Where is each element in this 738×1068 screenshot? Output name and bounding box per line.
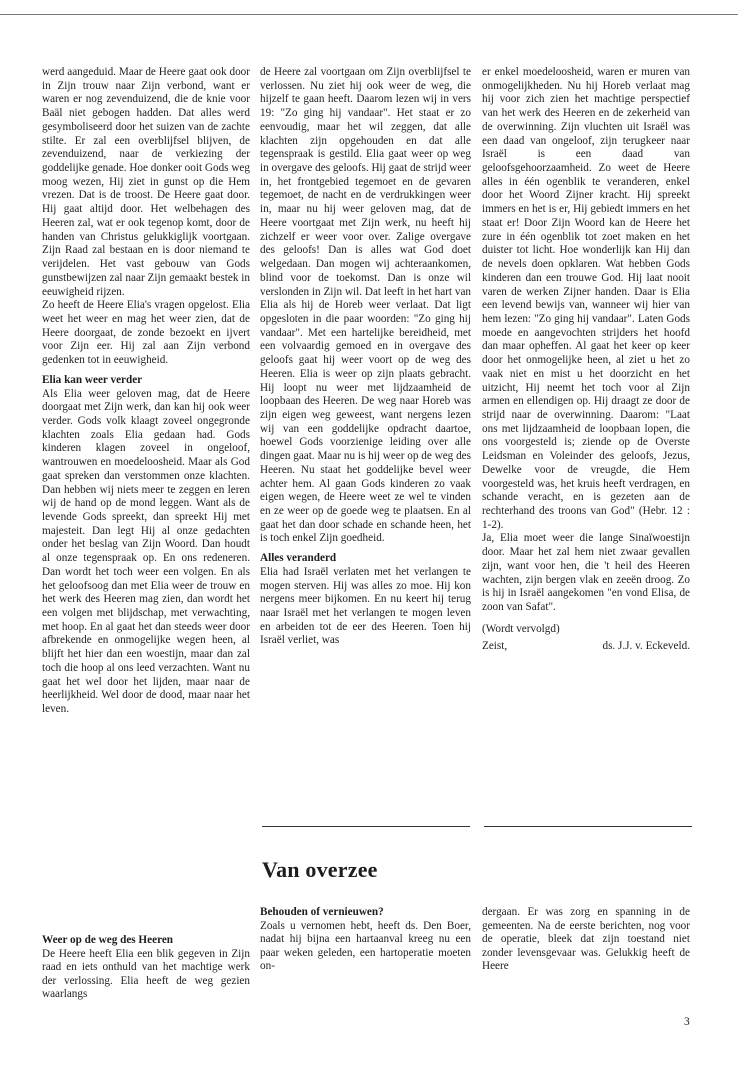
subheading: Elia kan weer verder — [42, 373, 143, 386]
column-middle — [260, 66, 471, 648]
signature-line — [482, 640, 690, 654]
paragraph: De Heere heeft Elia een blik gegeven in Zijn raad en iets onthuld van het machtige werk der verlossing. Elia heeft de weg gezien waarlangs — [42, 947, 250, 1001]
subheading: Alles veranderd — [260, 552, 337, 565]
subheading: Weer op de weg des Heeren — [42, 934, 174, 946]
bottom-right-block — [482, 906, 690, 974]
paragraph: dergaan. Er was zorg en spanning in de gemeenten. Na de eerste berichten, nog voor de operatie, bleek dat zijn toestand niet zonder levensgevaar was. Gelukkig heeft de Heere — [482, 906, 690, 972]
place: Zeist, — [482, 640, 508, 653]
paragraph: Elia had Israël verlaten met het verlangen te mogen sterven. Hij was alles zo moe. Hij kon nergens meer bijkomen. En nu keert hij terug naar Israël met het verlangen te mogen leven en arbeiden tot de eer des Heeren. Toen hij Israël verliet, was — [260, 565, 471, 647]
column-left — [42, 66, 250, 717]
paragraph: Zoals u vernomen hebt, heeft ds. Den Boer, nadat hij bijna een hartaanval kreeg nu een paar weken geleden, een hartoperatie moeten on- — [260, 919, 471, 973]
subheading: Behouden of vernieuwen? — [260, 906, 384, 918]
column-end-rule — [484, 826, 692, 827]
paragraph: Ja, Elia moet weer die lange Sinaïwoestijn door. Maar het zal hem niet zwaar gevallen zijn, want voor hen, die 't heil des Heeren wachten, zijn bergen vlak en zeeën droog. Zo is hij in Israël aangekomen "en vond Elisa, de zoon van Safat". — [482, 532, 690, 614]
column-right — [482, 66, 690, 654]
top-rule — [0, 14, 738, 15]
section-title: Van overzee — [262, 857, 378, 882]
column-end-rule — [262, 826, 470, 827]
page-number: 3 — [684, 1016, 690, 1028]
bottom-left-block — [42, 934, 250, 1002]
bottom-middle-block — [260, 906, 471, 974]
paragraph: Als Elia weer geloven mag, dat de Heere doorgaat met Zijn werk, dan kan hij ook weer verder. Gods volk klaagt zoveel ongegronde klachten zoals Elia gedaan had. Gods kinderen klagen zoveel in ongeloof, wantrouwen en moedeloosheid. Maar als God gaat spreken dan verstommen onze klachten. Dan hebben wij niets meer te zeggen en leren wij de hand op de mond leggen. Want als de levende Gods spreekt, dan spreekt Hij met majesteit. Dan legt Hij al onze gedachten onder het beslag van Zijn Woord. Dan houdt al onze tegenspraak op. En ons redeneren. Dan wordt het toch weer een volgen. En als het geloofsoog dan met Elia weer de trouw en het werk des Heeren mag zien, dan wordt het een volgen met blijdschap, met verwachting, met hoop. En al gaat het dan steeds weer door afbrekende en onmogelijke wegen heen, al blijft het hier dan een woestijn, maar dan zal toch die hoop al ons leed verzachten. Want nu gaat het wel door het lijden, maar naar de heerlijkheid. Wel door de dood, maar naar het leven. — [42, 387, 250, 716]
paragraph: Zo heeft de Heere Elia's vragen opgelost. Elia weet het weer en mag het weer zien, dat de Heere doorgaat, de zonde bezoekt en ijvert voor Zijn eer. Hij zal aan Zijn verbond gedenken tot in eeuwigheid. — [42, 299, 250, 367]
paragraph: er enkel moedeloosheid, waren er muren van onmogelijkheden. Nu hij Horeb verlaat mag hij voor zich zien het machtige perspectief van het werk des Heeren en de zekerheid van de overwinning. Zijn vluchten uit Israël was een daad van ongeloof, zijn terugkeer naar Israël is een daad van geloofsgehoorzaamheid. Zo weet de Heere alles in één ogenblik te veranderen, enkel door het Woord Zijner kracht. Hij spreekt immers en het is er, Hij gebiedt immers en het staat er! Door Zijn Woord kan de Heere het zure in één ogenblik tot zoet maken en het duister tot licht. Hoe wonderlijk kan Hij dan de nevels doen opklaren. Wat hebben Gods kinderen dan een trouwe God. Hij laat nooit varen de werken Zijner handen. Daar is Elia een levend bewijs van, wanneer wij hier van hem lezen: "Zo ging hij vandaar". Laten Gods moede en aangevochten strijders het hoofd dan maar opheffen. Al gaat het keer op keer door het onmogelijke heen, al ziet u het zo vaak niet en mist u het doorzicht en het uitzicht, Hij neemt het toch voor al Zijn armen en ellendigen op. Hij draagt ze door de strijd naar de overwinning. Daarom: "Laat ons met lijdzaamheid de loopbaan lopen, die ons voorgesteld is; ziende op de Overste Leidsman en Voleinder des geloofs, Jezus, Dewelke voor de vreugde, die Hem voorgesteld was, het kruis heeft verdragen, en schande veracht, en is gezeten aan de rechterhand des troons van God" (Hebr. 12 : 1-2). — [482, 66, 690, 531]
paragraph: de Heere zal voortgaan om Zijn overblijfsel te verlossen. Nu ziet hij ook weer de weg, die hijzelf te gaan heeft. Daarom lezen wij in vers 19: "Zo ging hij vandaar". Het staat er zo eenvoudig, maar het wil zeggen, dat alle klachten zijn opgehouden en dat alle tegenspraak is gestild. Elia gaat weer op weg in overgave des geloofs. Hij gaat de strijd weer in, het frontgebied tegemoet en de gevaren tegemoet, de nacht en de verdrukkingen weer in, maar nu hij weer geloven mag, dat de Heere voortgaat met Zijn werk, nu heeft hij zichzelf er weer voor over. Zalige overgave des geloofs! Dan is alles wat God doet welgedaan. Dan mogen wij achteraankomen, blind voor de toekomst. Dan is onze wil verslonden in Zijn wil. Dat leeft in het hart van Elia als hij de Horeb weer verlaat. Dat ligt opgesloten in die paar woorden: "Zo ging hij vandaar". Met een hartelijke bereidheid, met een volvaardig gemoed en in overgave des geloofs gaat hij weer voort op de weg des Heeren. Elia is weer op zijn plaats gebracht. Hij loopt nu weer met lijdzaamheid de loopbaan des Heeren. De weg naar Horeb was zijn eigen weg geweest, want nergens lezen wij van een goddelijke opdracht daartoe, hoewel Gods voorzienige leiding over alle dingen gaat. Maar nu is hij weer op de weg des Heeren. Nu staat het goddelijke bevel weer achter hem. Al gaan Gods kinderen zo vaak eigen wegen, de Heere weet ze wel te vinden en ze weer op de goede weg te plaatsen. En al gaat het dan door schade en schande heen, het is toch enkel Zijn goedheid. — [260, 66, 471, 545]
author: ds. J.J. v. Eckeveld. — [602, 640, 690, 653]
continued-note: (Wordt vervolgd) — [482, 622, 560, 635]
paragraph: werd aangeduid. Maar de Heere gaat ook door in Zijn trouw naar Zijn verbond, want er waren er nog zevenduizend, die de knie voor Baäl niet gebogen hadden. Dat alles werd gesymboliseerd door het suizen van de zachte stilte. Er zal een overblijfsel blijven, de zevenduizend, naar de verkiezing der goddelijke genade. Hoe donker ooit Gods weg moog wezen, Hij ziet in gunst op die Hem vrezen. Dat is de troost. De Heere gaat door. Hij gaat altijd door. Het welbehagen des Heeren zal, wat er ook tegenop komt, door de handen van Christus gelukkiglijk voortgaan. Zijn Raad zal bestaan en is door niemand te verijdelen. Het vast gebouw van Gods gunstbewijzen zal naar Zijn gemaakt bestek in eeuwigheid rijzen. — [42, 66, 250, 298]
